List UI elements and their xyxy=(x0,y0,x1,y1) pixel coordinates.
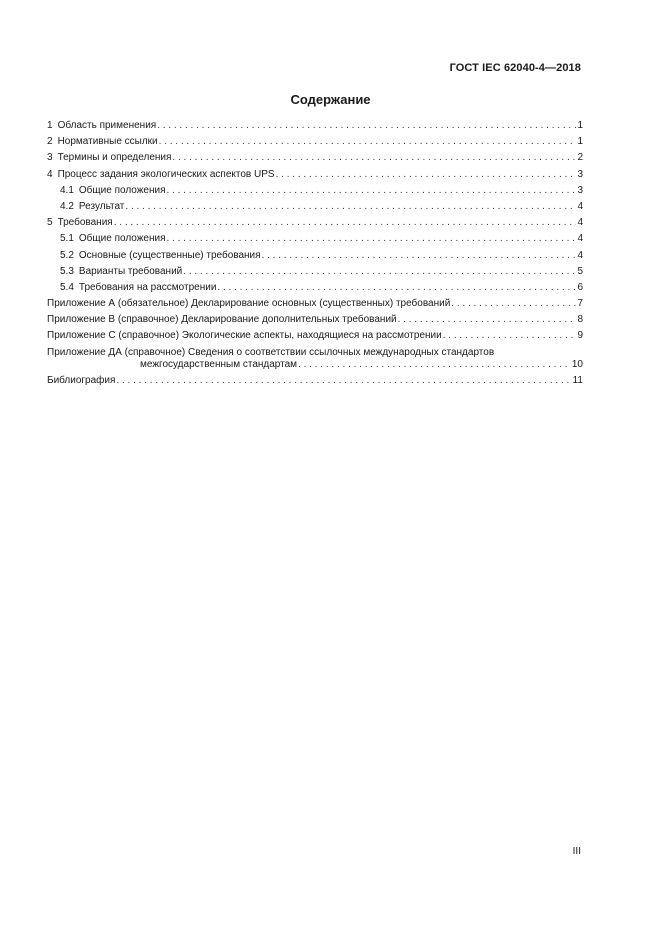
toc-entry-number: 5.1 xyxy=(60,233,74,245)
toc-entry-page: 9 xyxy=(577,330,583,342)
toc-entry-page: 8 xyxy=(577,314,583,326)
toc-entry-appendix-c[interactable] xyxy=(47,330,583,342)
toc-entry-appendix-a[interactable] xyxy=(47,298,583,310)
toc-entry-page: 3 xyxy=(577,168,583,180)
toc-entry-number: 5.4 xyxy=(60,281,74,293)
toc-leader xyxy=(443,330,577,342)
toc-leader xyxy=(167,233,577,245)
toc-entry-label: Термины и определения xyxy=(57,152,172,164)
toc-entry[interactable] xyxy=(47,136,583,148)
toc-entry-label: Приложение А (обязательное) Декларирование основных (существенных) требований xyxy=(47,298,451,310)
toc-entry[interactable] xyxy=(47,185,583,197)
toc-entry-page: 4 xyxy=(577,233,583,245)
toc-entry-page: 5 xyxy=(577,265,583,277)
toc-entry-label: Требования на рассмотрении xyxy=(78,281,217,293)
toc-entry-page: 4 xyxy=(577,249,583,261)
page-number: III xyxy=(572,846,581,857)
toc-entry-number: 5 xyxy=(47,217,53,229)
toc-entry-page: 2 xyxy=(577,152,583,164)
toc-entry-number: 3 xyxy=(47,152,53,164)
toc-entry[interactable] xyxy=(47,233,583,245)
toc-entry-label: Требования xyxy=(57,217,113,229)
toc-leader xyxy=(183,266,576,278)
toc-entry-label: Приложение В (справочное) Декларирование дополнительных требований xyxy=(47,314,397,326)
toc-entry-number: 2 xyxy=(47,136,53,148)
toc-entry-number: 4 xyxy=(47,168,53,180)
toc-leader xyxy=(157,120,576,132)
toc-entry-label: Приложение С (справочное) Экологические аспекты, находящиеся на рассмотрении xyxy=(47,330,442,342)
toc-entry-label: Библиография xyxy=(47,374,116,386)
toc-entry[interactable] xyxy=(47,217,583,229)
toc-leader xyxy=(116,375,571,387)
toc-entry-label: Приложение ДА (справочное) Сведения о соответствии ссылочных международных стандартов xyxy=(47,346,495,358)
toc-entry-label: Нормативные ссылки xyxy=(57,136,158,148)
toc-entry-appendix-da[interactable] xyxy=(47,347,583,371)
toc-leader xyxy=(451,298,576,310)
toc-entry-page: 11 xyxy=(572,374,583,386)
toc-leader xyxy=(398,314,577,326)
toc-entry[interactable] xyxy=(47,120,583,132)
toc-entry-page: 10 xyxy=(571,358,583,370)
toc-leader xyxy=(276,169,577,181)
toc-entry-number: 4.2 xyxy=(60,200,74,212)
toc-entry-number: 1 xyxy=(47,120,53,131)
toc-entry[interactable] xyxy=(47,152,583,164)
toc-entry-label: Общие положения xyxy=(78,184,166,196)
toc-entry-label: Основные (существенные) требования xyxy=(78,249,261,261)
toc-leader xyxy=(114,217,577,229)
toc-entry-bibliography[interactable] xyxy=(47,375,583,387)
toc-entry-label: Варианты требований xyxy=(78,265,183,277)
toc-entry-label: Область применения xyxy=(57,120,157,131)
toc-leader xyxy=(172,152,576,164)
toc-entry-number: 5.2 xyxy=(60,249,74,261)
toc-leader xyxy=(262,250,577,262)
toc-entry-page: 7 xyxy=(577,298,583,310)
toc-entry-page: 6 xyxy=(577,281,583,293)
toc-entry-label: Процесс задания экологических аспектов UPS xyxy=(57,168,275,180)
toc-entry-number: 5.3 xyxy=(60,265,74,277)
toc-entry-page: 4 xyxy=(577,217,583,229)
toc-leader xyxy=(159,136,577,148)
toc-entry[interactable] xyxy=(47,201,583,213)
toc-leader xyxy=(125,201,576,213)
toc-entry-appendix-b[interactable] xyxy=(47,314,583,326)
table-of-contents xyxy=(47,120,583,391)
document-code: ГОСТ IEC 62040-4—2018 xyxy=(449,62,581,74)
toc-entry[interactable] xyxy=(47,250,583,262)
toc-leader xyxy=(217,282,576,294)
toc-entry-page: 1 xyxy=(577,136,583,148)
toc-entry-page: 4 xyxy=(577,200,583,212)
toc-leader xyxy=(167,185,577,197)
toc-entry-label-continuation: межгосударственным стандартам xyxy=(140,358,298,370)
toc-entry-continuation xyxy=(47,359,583,371)
toc-title: Содержание xyxy=(290,92,371,107)
toc-leader xyxy=(298,359,571,371)
toc-entry-label: Общие положения xyxy=(78,233,166,245)
toc-entry-page: 1 xyxy=(577,120,583,131)
toc-entry[interactable] xyxy=(47,169,583,181)
toc-entry-page: 3 xyxy=(577,184,583,196)
toc-entry-label: Результат xyxy=(78,200,125,212)
toc-entry-number: 4.1 xyxy=(60,184,74,196)
toc-entry[interactable] xyxy=(47,266,583,278)
toc-entry[interactable] xyxy=(47,282,583,294)
